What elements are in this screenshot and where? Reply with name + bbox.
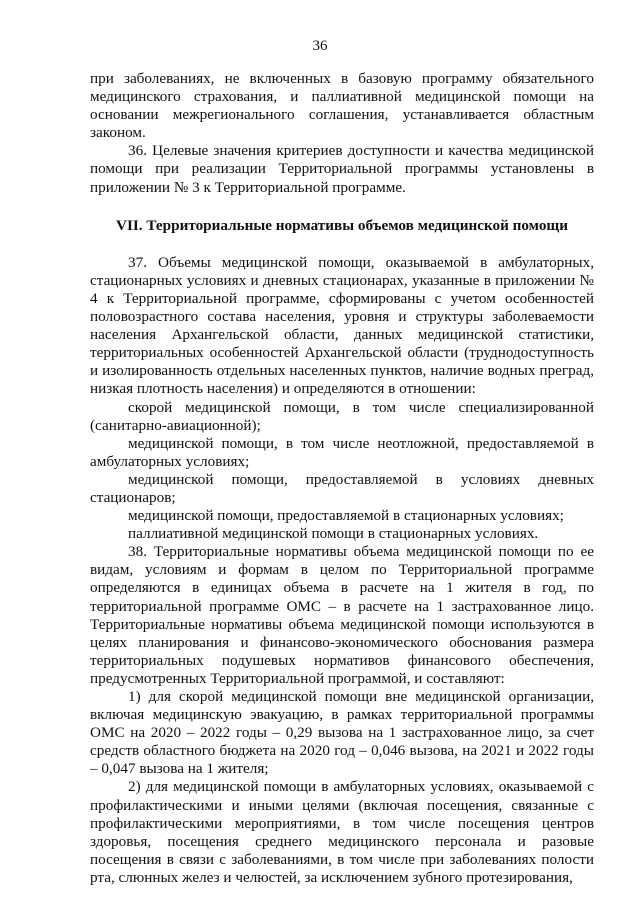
list-item-inpatient: медицинской помощи, предоставляемой в стационарных условиях; [128,507,564,525]
list-item-1: 1) для скорой медицинской помощи вне медицинской организации, включая медицинскую эвакуацию, в рамках территориальной программы ОМС на 2020 – 2022 годы – 0,29 вызова на 1 застрахованное лицо, за счет средств областного бюджета на 2020 год – 0,046 вызова, на 2021 и 2022 годы – 0,047 вызова на 1 жителя; [90,688,594,778]
list-item-ambulance: скорой медицинской помощи, в том числе специализированной (санитарно-авиационной); [90,398,594,434]
paragraph-37: 37. Объемы медицинской помощи, оказываемой в амбулаторных, стационарных условиях и дневных стационарах, указанные в приложении № 4 к Территориальной программе, сформированы с учетом особенностей половозрастного состава населения, уровня и структуры заболеваемости населения Архангельской области, данных медицинской статистики, территориальных особенностей Архангельской области (труднодоступность и изолированность отдельных населенных пунктов, наличие водных преград, низкая плотность населения) и определяются в отношении: [90,253,594,398]
paragraph-36: 36. Целевые значения критериев доступности и качества медицинской помощи при реализации Территориальной программы установлены в приложении № 3 к Территориальной программе. [90,142,594,196]
paragraph-38: 38. Территориальные нормативы объема медицинской помощи по ее видам, условиям и формам в целом по Территориальной программе определяются в единицах объема в расчете на 1 жителя в год, по территориальной программе ОМС – в расчете на 1 застрахованное лицо. Территориальные нормативы объема медицинской помощи используются в целях планирования и финансово-экономического обоснования размера территориальных подушевых нормативов финансового обеспечения, предусмотренных Территориальной программой, и составляют: [90,543,594,687]
list-item-2: 2) для медицинской помощи в амбулаторных условиях, оказываемой с профилактическими и иными целями (включая посещения, связанные с профилактическими мероприятиями, в том числе посещения центров здоровья, посещения среднего медицинского персонала и разовые посещения в связи с заболеваниями, в том числе при заболеваниях полости рта, слюнных желез и челюстей, за исключением зубного протезирования, [90,778,594,886]
list-item-palliative: паллиативной медицинской помощи в стационарных условиях. [128,525,539,543]
paragraph-continuation: при заболеваниях, не включенных в базовую программу обязательного медицинского страхования, и паллиативной медицинской помощи на основании межрегионального соглашения, устанавливается областным законом. [90,70,594,142]
document-body [90,70,594,887]
list-item-day-hospital: медицинской помощи, предоставляемой в условиях дневных стационаров; [90,470,594,506]
list-item-outpatient: медицинской помощи, в том числе неотложной, предоставляемой в амбулаторных условиях; [90,434,594,470]
section-heading: VII. Территориальные нормативы объемов медицинской помощи [116,216,568,234]
page-number: 36 [312,38,328,54]
